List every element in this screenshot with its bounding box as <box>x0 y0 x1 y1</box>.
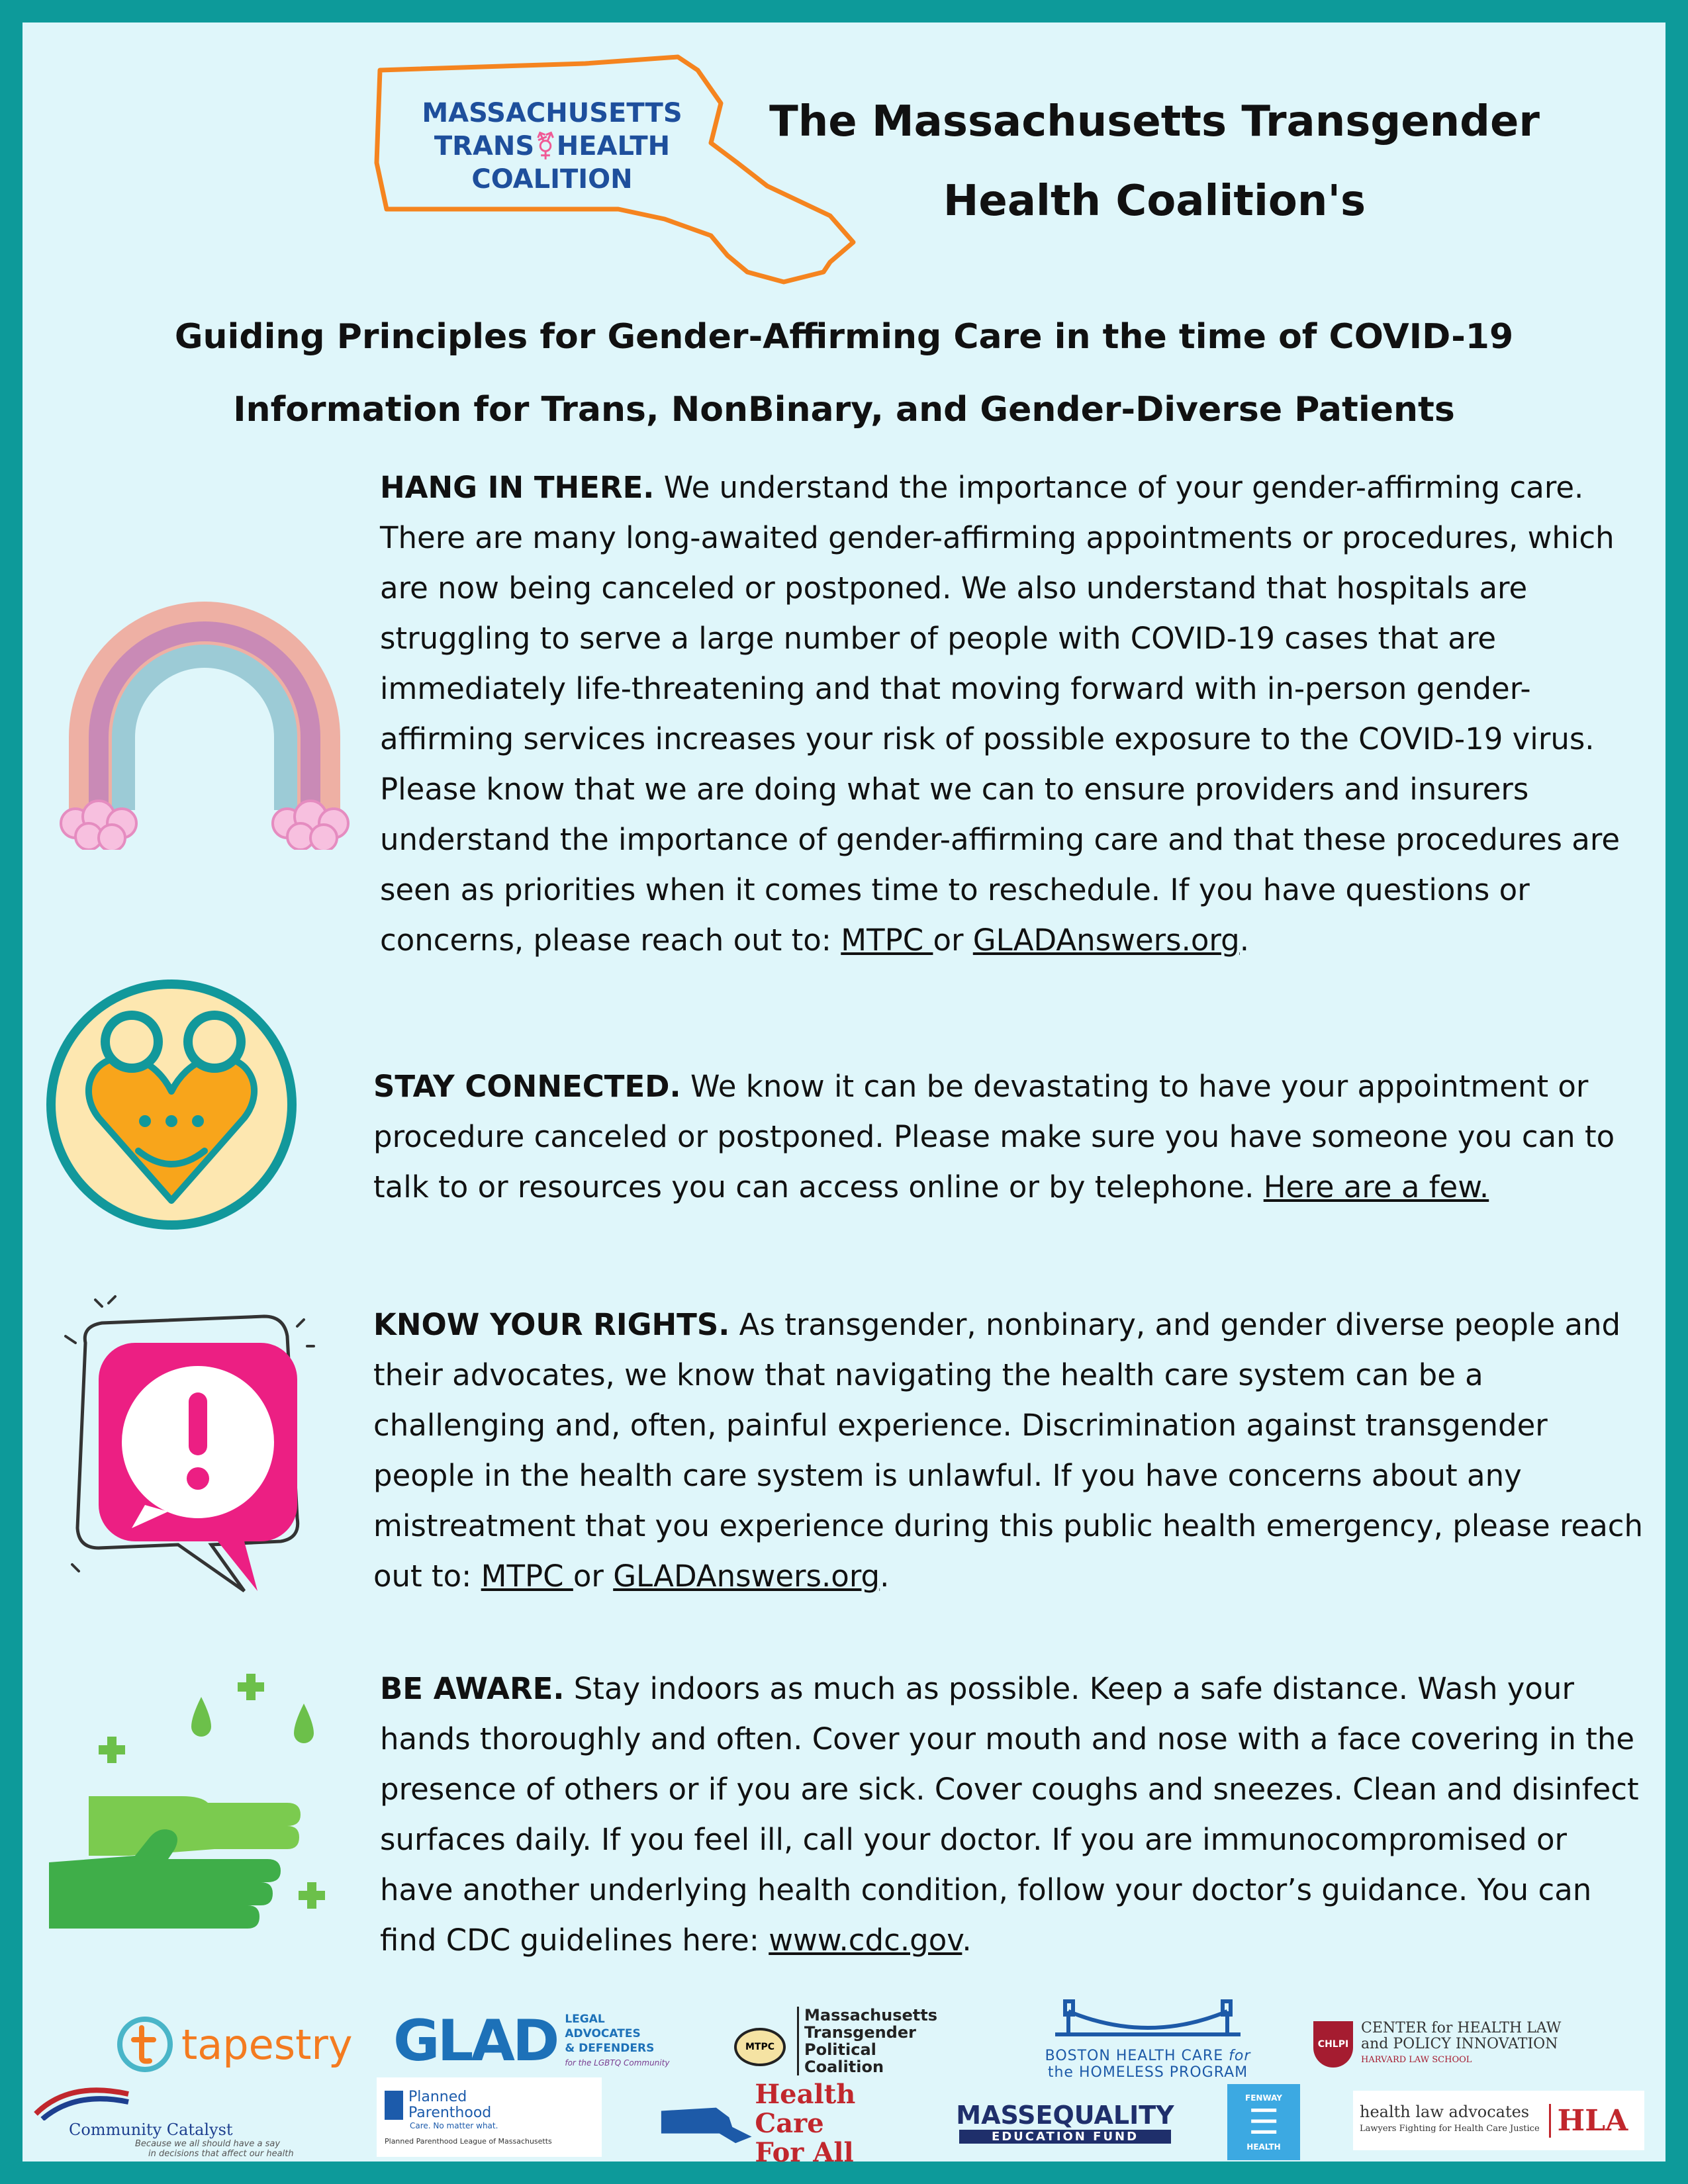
mtpc-symbol-icon: MTPC <box>718 2001 797 2081</box>
massequality-logo: MASSEQUALITY EDUCATION FUND <box>956 2101 1174 2144</box>
page-title: The Massachusetts Transgender Health Coalition's <box>769 97 1540 226</box>
health-law-advocates-logo: health law advocates Lawyers Fighting for Health Care Justice HLA <box>1353 2091 1644 2150</box>
logo-line-2: TRANS⚧HEALTH <box>434 131 671 161</box>
rainbow-icon <box>49 572 360 850</box>
gladanswers-link[interactable]: GLADAnswers.org <box>613 1559 880 1594</box>
bridge-icon <box>1049 1995 1247 2048</box>
resources-link[interactable]: Here are a few. <box>1263 1169 1489 1205</box>
flyer-page <box>23 23 1665 2168</box>
mtpc-link[interactable]: MTPC <box>481 1559 573 1594</box>
connected-heart-icon <box>39 972 304 1237</box>
hand-washing-icon <box>49 1657 340 1942</box>
logo-line-1: MASSACHUSETTS <box>422 98 682 128</box>
exclamation-alert-icon <box>46 1280 324 1624</box>
gladanswers-link[interactable]: GLADAnswers.org <box>972 923 1240 958</box>
planned-parenthood-p-icon <box>385 2091 403 2120</box>
section-be-aware: BE AWARE. Stay indoors as much as possible. Keep a safe distance. Wash your hands thoroughly and often. Cover your mouth and nose with a face covering in the presence of others or if you are sick. Cover coughs and sneezes. Clean and disinfect surfaces daily. If you feel ill, call your doctor. If you are immunocompromised or have another underlying health condition, follow your doctor’s guidance. You can find CDC guidelines here: www.cdc.gov. <box>380 1671 1639 1958</box>
page-subtitle: Guiding Principles for Gender-Affirming Care in the time of COVID-19 Information for Trans, NonBinary, and Gender-Diverse Patients <box>174 317 1514 430</box>
community-catalyst-swoosh-icon <box>29 2081 135 2120</box>
mtpc-logo: MTPC Massachusetts Transgender Political Coalition <box>718 1995 996 2087</box>
tapestry-t-icon <box>115 2015 175 2074</box>
section-know-your-rights: KNOW YOUR RIGHTS. As transgender, nonbinary, and gender diverse people and their advocates, we know that navigating the health care system can be a challenging and, often, painful experience. Discrimination against transgender people in the health care system is unlawful. If you have concerns about any mistreatment that you experience during this public health emergency, please reach out to: MTPC or GLADAnswers.org. <box>373 1307 1644 1594</box>
mtpc-link[interactable]: MTPC <box>841 923 933 958</box>
community-catalyst-logo: Community Catalyst Because we all should have a say in decisions that affect our health <box>29 2081 340 2160</box>
section-heading: BE AWARE. <box>380 1671 565 1706</box>
trans-symbol-icon: ⚧ <box>534 131 557 161</box>
section-heading: STAY CONNECTED. <box>373 1069 681 1104</box>
health-care-for-all-logo: Health Care For All <box>658 2087 929 2160</box>
tapestry-logo: tapestry <box>115 2008 367 2081</box>
planned-parenthood-logo: Planned Parenthood Care. No matter what. Planned Parenthood League of Massachusetts <box>377 2077 602 2157</box>
bhchp-logo: BOSTON HEALTH CARE for the HOMELESS PROGRAM <box>1029 1985 1267 2091</box>
chlpi-shield-icon: CHLPI <box>1313 2021 1353 2068</box>
massachusetts-map-icon <box>658 2097 755 2150</box>
section-heading: HANG IN THERE. <box>380 470 655 505</box>
cdc-link[interactable]: www.cdc.gov <box>769 1923 962 1958</box>
fenway-mark-icon: ☰ <box>1248 2102 1280 2142</box>
section-stay-connected: STAY CONNECTED. We know it can be devastating to have your appointment or procedure canceled or postponed. Please make sure you have someone you can to talk to or resources you can access online or by telephone. Here are a few. <box>373 1069 1615 1205</box>
logo-line-3: COALITION <box>471 164 633 195</box>
section-hang-in-there: HANG IN THERE. We understand the importance of your gender-affirming care. There are many long-awaited gender-affirming appointments or procedures, which are now being canceled or postponed. We also understand that hospitals are struggling to serve a large number of people with COVID-19 cases that are immediately life-threatening and that moving forward with in-person gender-affirming services increases your risk of possible exposure to the COVID-19 virus. Please know that we are doing what we can to ensure providers and insurers understand the importance of gender-affirming care and that these procedures are seen as priorities when it comes time to reschedule. If you have questions or concerns, please reach out to: MTPC or GLADAnswers.org. <box>380 470 1620 958</box>
section-heading: KNOW YOUR RIGHTS. <box>373 1307 730 1342</box>
chlpi-logo: CHLPI CENTER for HEALTH LAW and POLICY INNOVATION HARVARD LAW SCHOOL <box>1313 2008 1578 2081</box>
glad-logo: GLAD LEGAL ADVOCATES & DEFENDERS for the LGBTQ Community <box>393 2008 670 2074</box>
fenway-health-logo: FENWAY ☰ HEALTH <box>1227 2084 1300 2160</box>
logo-text <box>380 97 724 196</box>
